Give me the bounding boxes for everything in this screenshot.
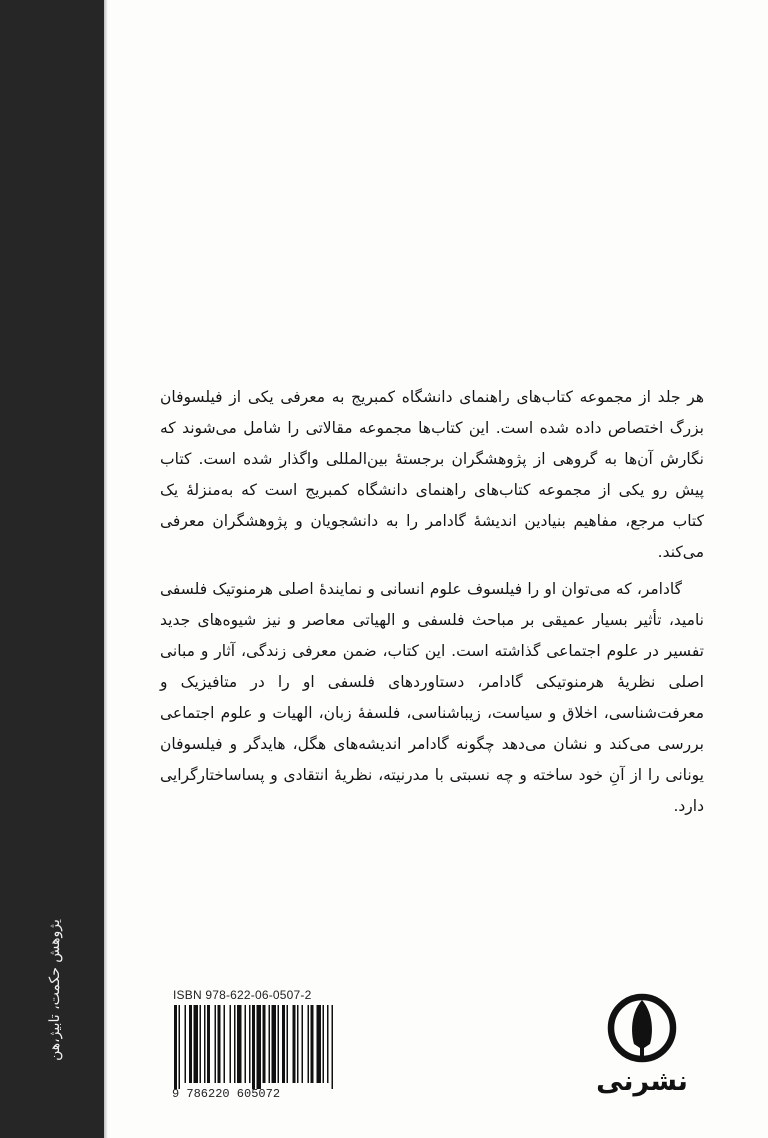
- barcode-bar: [278, 1005, 280, 1083]
- publisher-logo: [592, 990, 692, 1100]
- barcode-bar: [317, 1005, 322, 1083]
- barcode-bar: [252, 1005, 255, 1089]
- isbn-label: ISBN 978-622-06-0507-2: [173, 988, 312, 1002]
- barcode-bar: [249, 1005, 251, 1083]
- barcode-bar: [311, 1005, 314, 1083]
- barcode-bar: [215, 1005, 217, 1083]
- barcode-bar: [230, 1005, 232, 1083]
- blurb-paragraph-2: گادامر، که می‌توان او را فیلسوف علوم انسانی و نمایندهٔ اصلی هرمنوتیک فلسفی نامید، تأثیر بسیار عمیقی بر مباحث فلسفی و الهیاتی معاصر و نیز شیوه‌های جدید تفسیر در علوم اجتماعی گذاشته است. این کتاب، ضمن معرفی زندگی، آثار و مبانی اصلی نظریهٔ هرمنوتیکی گادامر، دستاوردهای فلسفی او را در متافیزیک و معرفت‌شناسی، اخلاق و سیاست، زیباشناسی، فلسفهٔ زبان، الهیات و علوم اجتماعی بررسی می‌کند و نشان می‌دهد چگونه گادامر اندیشه‌های هگل، هایدگر و فیلسوفان یونانی را از آنِ خود ساخته و چه نسبتی با مدرنیته، نظریهٔ انتقادی و پساساختارگرایی دارد.: [160, 580, 704, 815]
- book-spine: [0, 0, 104, 1138]
- barcode-bar: [287, 1005, 289, 1083]
- barcode-bar: [245, 1005, 247, 1083]
- ney-drop-logo-icon: [607, 990, 677, 1066]
- barcode: [170, 988, 370, 1108]
- barcode-bar: [194, 1005, 199, 1083]
- barcode-bar: [323, 1005, 325, 1083]
- barcode-bar: [218, 1005, 221, 1083]
- blurb-text: [160, 382, 704, 822]
- barcode-bar: [189, 1005, 192, 1083]
- publisher-name: نشرنی: [596, 1066, 688, 1097]
- barcode-bar: [263, 1005, 266, 1083]
- barcode-bar: [269, 1005, 271, 1083]
- barcode-bar: [272, 1005, 277, 1083]
- barcode-bar: [204, 1005, 206, 1083]
- barcode-bar: [200, 1005, 202, 1083]
- barcode-bar: [174, 1005, 177, 1089]
- barcode-bar: [185, 1005, 187, 1083]
- spine-title-text: یژوهش حکمت، تابیژ،هن: [47, 919, 63, 1061]
- spine-title: [40, 915, 70, 1065]
- barcode-bar: [308, 1005, 310, 1083]
- barcode-bar: [237, 1005, 242, 1083]
- barcode-bar: [293, 1005, 296, 1083]
- blurb-paragraph-1: هر جلد از مجموعه کتاب‌های راهنمای دانشگاه کمبریج به معرفی یکی از فیلسوفان بزرگ اختصاص داده شده است. این کتاب‌ها مجموعه مقالاتی را شامل می‌شوند که نگارش آن‌ها به گروهی از پژوهشگران برجستهٔ بین‌المللی واگذار شده است. کتاب پیش رو یکی از مجموعه کتاب‌های راهنمای دانشگاه کمبریج است که به‌منزلهٔ یک کتاب مرجع، مفاهیم بنیادین اندیشهٔ گادامر را به دانشجویان و پژوهشگران معرفی می‌کند.: [160, 388, 704, 561]
- barcode-bar: [179, 1005, 181, 1089]
- barcode-bar: [224, 1005, 226, 1083]
- barcode-bar: [332, 1005, 334, 1089]
- barcode-bar: [257, 1005, 262, 1089]
- barcode-bar: [234, 1005, 236, 1083]
- barcode-bar: [327, 1005, 329, 1083]
- barcode-bar: [297, 1005, 299, 1083]
- barcode-bar: [282, 1005, 285, 1083]
- barcode-bar: [207, 1005, 210, 1083]
- barcode-bars: [170, 1005, 366, 1089]
- barcode-number: 9 786220 605072: [172, 1087, 281, 1101]
- barcode-bar: [302, 1005, 304, 1083]
